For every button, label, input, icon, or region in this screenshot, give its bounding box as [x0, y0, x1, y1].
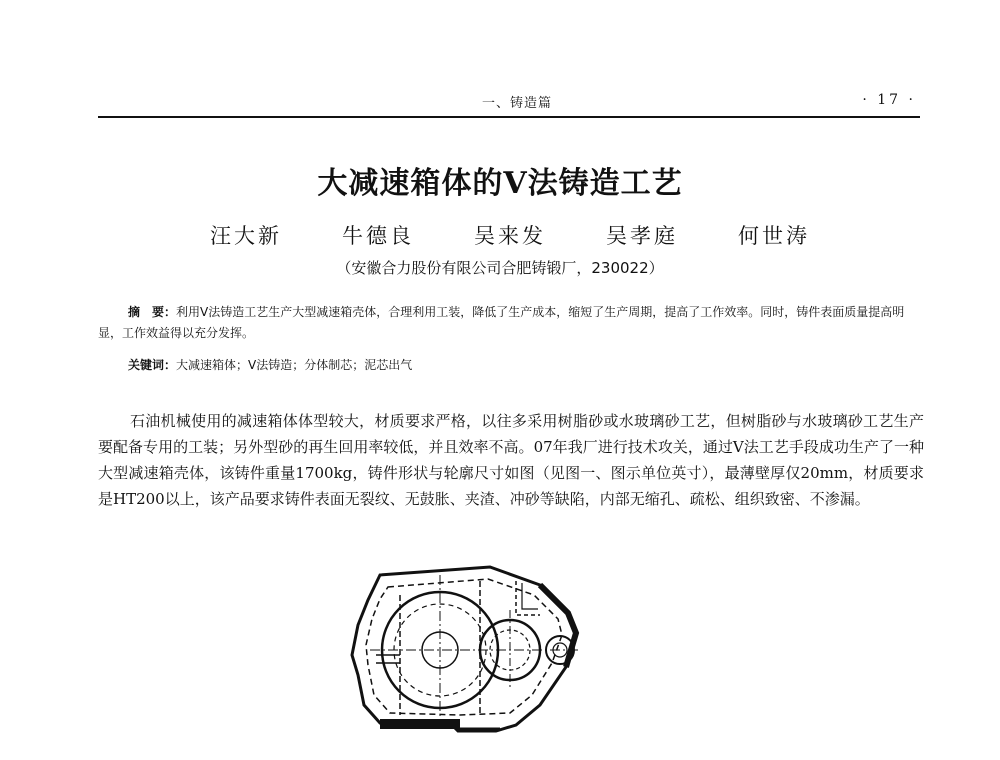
author-name: 汪大新	[210, 224, 282, 248]
header-rule	[98, 116, 920, 118]
author-name: 吴孝庭	[606, 224, 678, 248]
keywords-label: 关键词：	[128, 358, 177, 372]
gearbox-housing-drawing-icon	[340, 555, 600, 755]
gearbox-housing-figure	[340, 555, 600, 755]
keywords	[128, 356, 412, 373]
author-list	[210, 220, 810, 250]
abstract	[98, 302, 924, 344]
abstract-text: 利用V法铸造工艺生产大型减速箱壳体，合理利用工装，降低了生产成本，缩短了生产周期，提高了工作效率。同时，铸件表面质量提高明显，工作效益得以充分发挥。	[98, 305, 905, 340]
body-paragraph: 石油机械使用的减速箱体体型较大，材质要求严格，以往多采用树脂砂或水玻璃砂工艺，但树脂砂与水玻璃砂工艺生产要配备专用的工装；另外型砂的再生回用率较低，并且效率不高。07年我厂进行技术攻关，通过V法工艺手段成功生产了一种大型减速箱壳体，该铸件重量1700kg，铸件形状与轮廓尺寸如图（见图一、图示单位英寸），最薄壁厚仅20mm，材质要求是HT200以上，该产品要求铸件表面无裂纹、无鼓胀、夹渣、冲砂等缺陷，内部无缩孔、疏松、组织致密、不渗漏。	[98, 412, 924, 508]
abstract-label: 摘 要：	[128, 305, 177, 319]
keywords-text: 大减速箱体；V法铸造；分体制芯；泥芯出气	[176, 358, 413, 372]
page-number: · 17 ·	[862, 92, 916, 108]
author-name: 何世涛	[738, 224, 810, 248]
running-header	[98, 92, 918, 114]
author-name: 吴来发	[474, 224, 546, 248]
article-title: 大减速箱体的V法铸造工艺	[317, 166, 683, 201]
author-name: 牛德良	[342, 224, 414, 248]
affiliation: （安徽合力股份有限公司合肥铸锻厂，230022）	[336, 259, 664, 277]
section-name: 一、铸造篇	[482, 96, 553, 111]
